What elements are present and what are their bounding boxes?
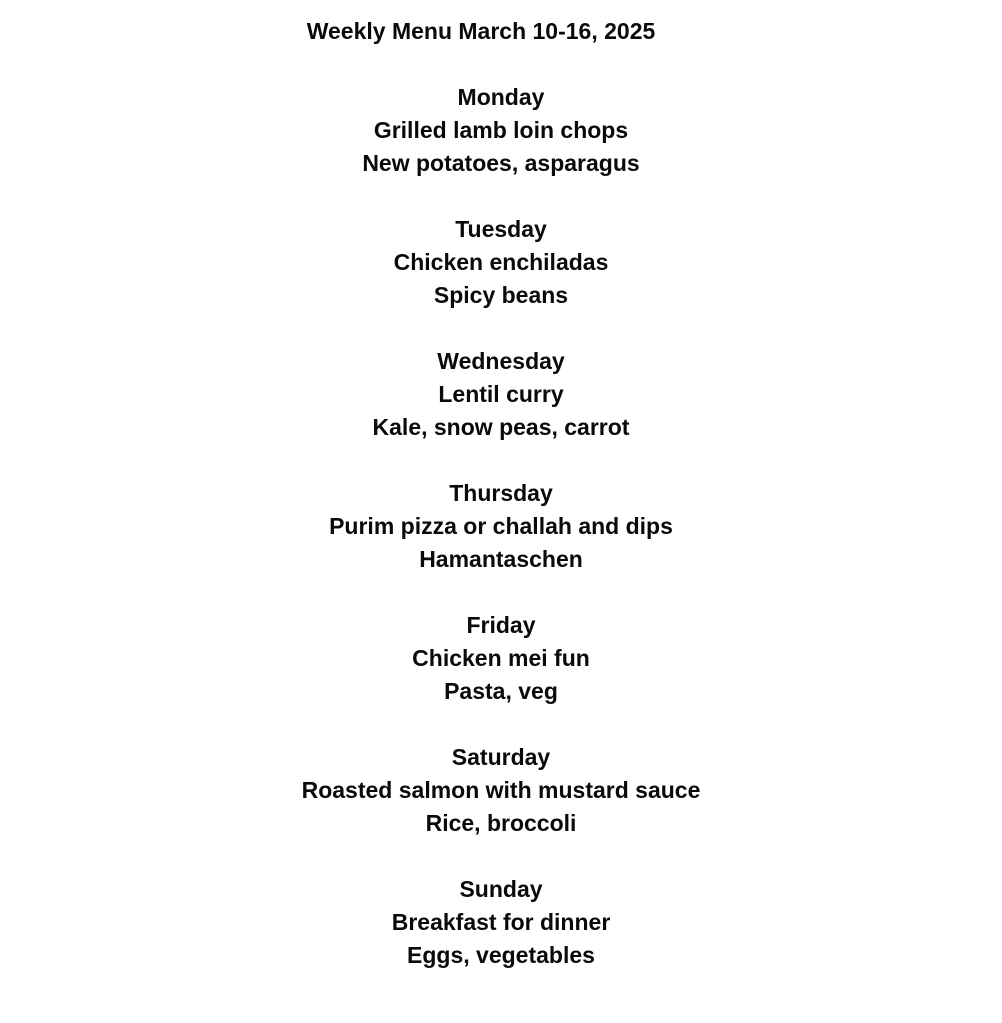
day-heading: Friday bbox=[466, 612, 536, 638]
day-heading: Monday bbox=[457, 84, 545, 110]
day-heading: Tuesday bbox=[455, 216, 547, 242]
day-section-tuesday bbox=[0, 213, 1002, 312]
dish-line: Purim pizza or challah and dips bbox=[329, 513, 673, 539]
dish-line: Chicken enchiladas bbox=[393, 249, 609, 275]
dish-line: Breakfast for dinner bbox=[391, 909, 611, 935]
dish-line: Lentil curry bbox=[438, 381, 564, 407]
dish-line: Rice, broccoli bbox=[425, 810, 577, 836]
dish-line: Roasted salmon with mustard sauce bbox=[301, 777, 701, 803]
dish-line: Grilled lamb loin chops bbox=[373, 117, 629, 143]
day-section-monday bbox=[0, 81, 1002, 180]
dish-line: Eggs, vegetables bbox=[407, 942, 595, 968]
day-section-sunday bbox=[0, 873, 1002, 972]
day-heading: Wednesday bbox=[437, 348, 565, 374]
page-title: Weekly Menu March 10-16, 2025 bbox=[306, 18, 656, 44]
dish-line: Chicken mei fun bbox=[412, 645, 590, 671]
day-heading: Sunday bbox=[459, 876, 543, 902]
day-section-friday bbox=[0, 609, 1002, 708]
day-section-thursday bbox=[0, 477, 1002, 576]
day-heading: Saturday bbox=[451, 744, 551, 770]
day-section-saturday bbox=[0, 741, 1002, 840]
dish-line: Hamantaschen bbox=[419, 546, 583, 572]
day-section-wednesday bbox=[0, 345, 1002, 444]
dish-line: Pasta, veg bbox=[444, 678, 558, 704]
dish-line: Spicy beans bbox=[433, 282, 569, 308]
dish-line: New potatoes, asparagus bbox=[362, 150, 640, 176]
day-heading: Thursday bbox=[449, 480, 553, 506]
dish-line: Kale, snow peas, carrot bbox=[372, 414, 630, 440]
